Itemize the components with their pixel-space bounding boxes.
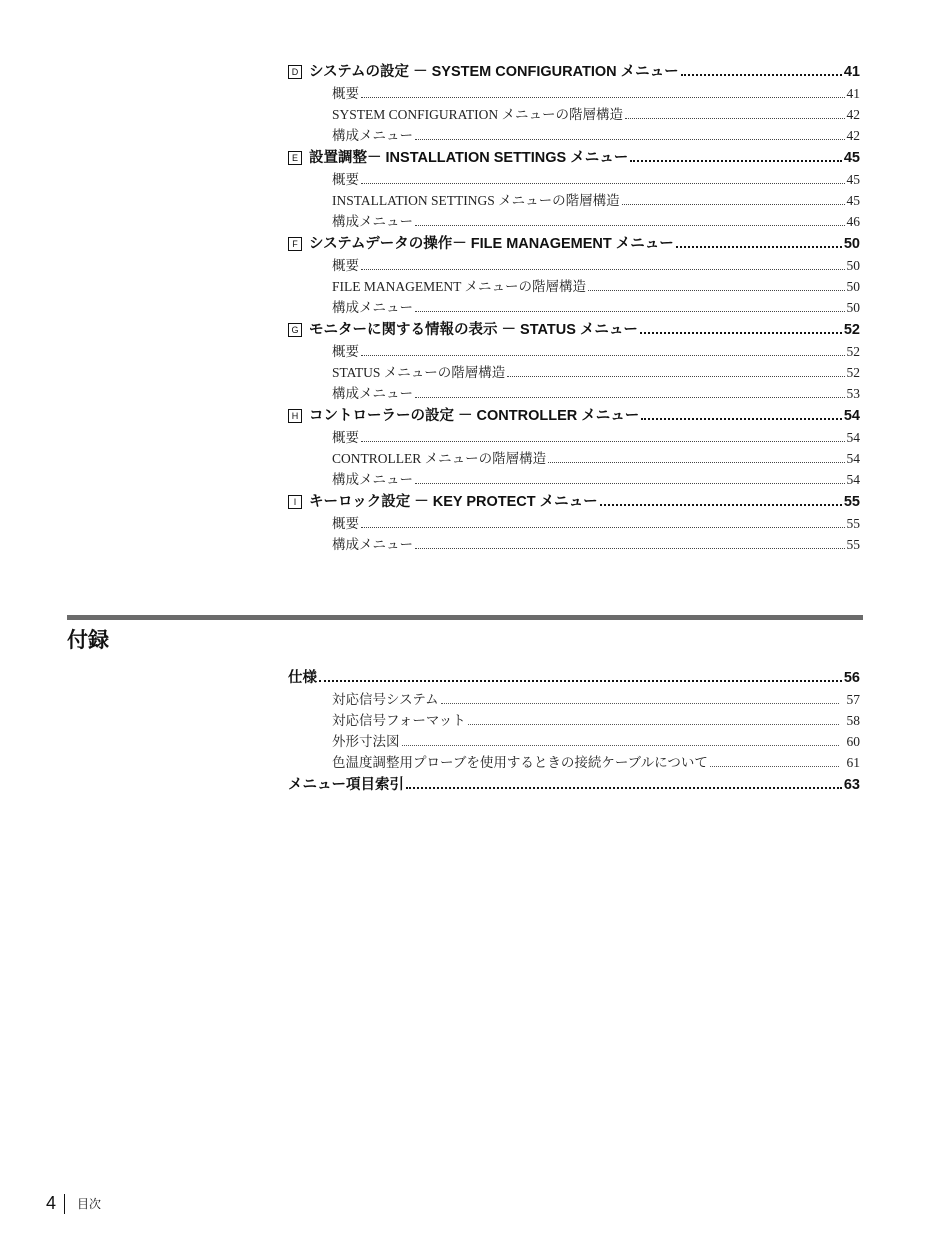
toc-subentry[interactable] <box>288 689 860 710</box>
toc-entry-page: 63 <box>843 777 860 793</box>
toc-subentry[interactable] <box>288 752 860 773</box>
toc-main-list <box>288 60 860 555</box>
toc-entry-title: 設置調整－ INSTALLATION SETTINGS メニュー <box>309 150 629 166</box>
toc-entry-menu-index[interactable] <box>288 774 860 796</box>
toc-entry-title: 対応信号フォーマット <box>332 713 466 728</box>
toc-entry-page: 56 <box>843 670 860 686</box>
toc-subentry[interactable] <box>288 83 860 104</box>
toc-entry-page: 53 <box>846 386 860 401</box>
toc-entry-title: STATUS メニューの階層構造 <box>332 365 506 380</box>
toc-entry-page: 42 <box>846 107 860 122</box>
toc-subentry[interactable] <box>288 255 860 276</box>
dot-leader <box>319 680 842 682</box>
toc-entry-title: 構成メニュー <box>332 128 413 143</box>
dot-leader <box>415 139 845 140</box>
section-letter-badge: I <box>288 495 302 509</box>
toc-subentry[interactable] <box>288 341 860 362</box>
toc-entry-page: 60 <box>846 734 860 749</box>
toc-section-f[interactable] <box>288 233 860 255</box>
toc-entry-page: 50 <box>846 258 860 273</box>
dot-leader <box>625 118 844 119</box>
dot-leader <box>710 766 839 767</box>
toc-entry-page: 50 <box>843 236 860 252</box>
toc-entry-page: 45 <box>846 172 860 187</box>
toc-entry-title: 外形寸法図 <box>332 734 400 749</box>
dot-leader <box>415 483 845 484</box>
toc-entry-page: 41 <box>843 64 860 80</box>
dot-leader <box>441 703 839 704</box>
toc-entry-title: 概要 <box>332 344 359 359</box>
toc-entry-title: 構成メニュー <box>332 300 413 315</box>
page-number: 4 <box>46 1193 57 1213</box>
toc-entry-page: 54 <box>846 451 860 466</box>
dot-leader <box>361 183 845 184</box>
toc-appendix-list <box>288 666 860 796</box>
toc-entry-page: 54 <box>846 472 860 487</box>
toc-entry-page: 55 <box>846 537 860 552</box>
dot-leader <box>468 724 839 725</box>
dot-leader <box>641 418 842 420</box>
toc-subentry[interactable] <box>288 362 860 383</box>
toc-entry-title: 構成メニュー <box>332 537 413 552</box>
footer-label: 目次 <box>77 1197 102 1211</box>
toc-section-i[interactable] <box>288 491 860 513</box>
toc-subentry[interactable] <box>288 169 860 190</box>
section-letter-badge: H <box>288 409 302 423</box>
toc-entry-title: 概要 <box>332 516 359 531</box>
toc-entry-page: 55 <box>843 494 860 510</box>
section-letter-badge: E <box>288 151 302 165</box>
appendix-heading: 付録 <box>67 628 109 652</box>
dot-leader <box>622 204 845 205</box>
toc-subentry[interactable] <box>288 104 860 125</box>
toc-entry-page: 50 <box>846 300 860 315</box>
toc-entry-title: 概要 <box>332 172 359 187</box>
section-letter-badge: G <box>288 323 302 337</box>
toc-entry-title: 概要 <box>332 86 359 101</box>
dot-leader <box>630 160 842 162</box>
dot-leader <box>415 311 845 312</box>
dot-leader <box>415 397 845 398</box>
toc-section-g[interactable] <box>288 319 860 341</box>
toc-entry-title: モニターに関する情報の表示 － STATUS メニュー <box>309 322 638 338</box>
dot-leader <box>681 74 842 76</box>
toc-entry-page: 54 <box>846 430 860 445</box>
toc-entry-page: 52 <box>846 365 860 380</box>
appendix-divider <box>67 615 863 620</box>
toc-entry-page: 45 <box>843 150 860 166</box>
toc-entry-page: 61 <box>846 755 860 770</box>
toc-entry-title: キーロック設定 － KEY PROTECT メニュー <box>309 494 598 510</box>
dot-leader <box>402 745 839 746</box>
toc-section-d[interactable] <box>288 61 860 83</box>
dot-leader <box>361 441 845 442</box>
toc-subentry[interactable] <box>288 731 860 752</box>
dot-leader <box>415 548 845 549</box>
toc-entry-title: 色温度調整用プローブを使用するときの接続ケーブルについて <box>332 755 708 770</box>
toc-section-e[interactable] <box>288 147 860 169</box>
toc-entry-page: 54 <box>843 408 860 424</box>
dot-leader <box>600 504 842 506</box>
toc-entry-page: 46 <box>846 214 860 229</box>
dot-leader <box>640 332 842 334</box>
toc-entry-title: 概要 <box>332 258 359 273</box>
toc-entry-page: 42 <box>846 128 860 143</box>
toc-subentry[interactable] <box>288 513 860 534</box>
toc-entry-page: 41 <box>846 86 860 101</box>
toc-entry-title: 構成メニュー <box>332 386 413 401</box>
toc-subentry[interactable] <box>288 276 860 297</box>
toc-entry-title: 構成メニュー <box>332 472 413 487</box>
toc-entry-page: 52 <box>843 322 860 338</box>
toc-entry-title: 概要 <box>332 430 359 445</box>
dot-leader <box>507 376 844 377</box>
toc-subentry[interactable] <box>288 710 860 731</box>
toc-entry-title: INSTALLATION SETTINGS メニューの階層構造 <box>332 193 620 208</box>
toc-subentry[interactable] <box>288 383 860 404</box>
toc-entry-page: 55 <box>846 516 860 531</box>
toc-entry-specs[interactable] <box>288 667 860 689</box>
toc-entry-title: 対応信号システム <box>332 692 439 707</box>
section-letter-badge: F <box>288 237 302 251</box>
toc-section-h[interactable] <box>288 405 860 427</box>
toc-entry-page: 57 <box>846 692 860 707</box>
dot-leader <box>406 787 842 789</box>
toc-entry-title: メニュー項目索引 <box>288 777 404 793</box>
toc-entry-title: 構成メニュー <box>332 214 413 229</box>
toc-subentry[interactable] <box>288 125 860 146</box>
dot-leader <box>588 290 845 291</box>
toc-subentry[interactable] <box>288 190 860 211</box>
dot-leader <box>361 355 845 356</box>
dot-leader <box>676 246 842 248</box>
dot-leader <box>361 97 845 98</box>
dot-leader <box>361 269 845 270</box>
toc-entry-title: CONTROLLER メニューの階層構造 <box>332 451 547 466</box>
toc-entry-page: 58 <box>846 713 860 728</box>
toc-entry-title: SYSTEM CONFIGURATION メニューの階層構造 <box>332 107 624 122</box>
toc-entry-page: 45 <box>846 193 860 208</box>
toc-entry-page: 52 <box>846 344 860 359</box>
toc-entry-title: システムの設定 － SYSTEM CONFIGURATION メニュー <box>309 64 679 80</box>
footer-divider <box>64 1194 65 1214</box>
toc-subentry[interactable] <box>288 297 860 318</box>
toc-subentry[interactable] <box>288 211 860 232</box>
toc-entry-page: 50 <box>846 279 860 294</box>
toc-entry-title: FILE MANAGEMENT メニューの階層構造 <box>332 279 586 294</box>
toc-subentry[interactable] <box>288 469 860 490</box>
toc-subentry[interactable] <box>288 448 860 469</box>
toc-subentry[interactable] <box>288 427 860 448</box>
dot-leader <box>548 462 844 463</box>
section-letter-badge: D <box>288 65 302 79</box>
toc-subentry[interactable] <box>288 534 860 555</box>
toc-entry-title: 仕様 <box>288 670 317 686</box>
dot-leader <box>361 527 845 528</box>
dot-leader <box>415 225 845 226</box>
toc-entry-title: システムデータの操作－ FILE MANAGEMENT メニュー <box>309 236 674 252</box>
toc-entry-title: コントローラーの設定 － CONTROLLER メニュー <box>309 408 640 424</box>
page-footer <box>46 1193 101 1214</box>
